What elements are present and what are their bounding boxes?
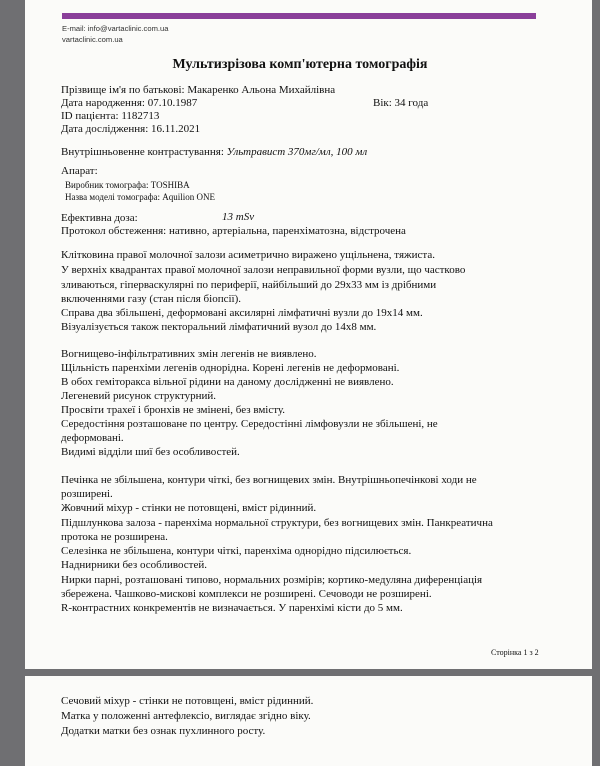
- abdomen-line: протока не розширена.: [61, 531, 168, 543]
- chest-line: деформовані.: [61, 432, 124, 444]
- model-row: [65, 191, 215, 204]
- abdomen-line: збережена. Чашково-мискові комплекси не розширені. Сечоводи не розширені.: [61, 588, 432, 600]
- breast-line: Справа два збільшені, деформовані аксилярні лімфатичні вузли до 19х14 мм.: [61, 307, 423, 319]
- chest-line: Середостіння розташоване по центру. Середостінні лімфовузли не збільшені, не: [61, 418, 438, 430]
- maker-label: Виробник томографа:: [65, 180, 149, 190]
- study-date-label: Дата дослідження:: [61, 123, 149, 135]
- patient-name-label: Прізвище ім'я по батькові:: [61, 84, 185, 96]
- study-date-row: [61, 123, 200, 136]
- chest-line: Щільність паренхіми легенів однорідна. Корені легенів не деформовані.: [61, 362, 400, 374]
- dob-row: [61, 97, 197, 110]
- maker-value: TOSHIBA: [150, 180, 190, 190]
- protocol-label: Протокол обстеження:: [61, 225, 167, 237]
- age-row: [373, 97, 428, 110]
- patient-name: Макаренко Альона Михайлівна: [187, 84, 336, 96]
- chest-line: В обох геміторакса вільної рідини на даному дослідженні не виявлено.: [61, 376, 394, 388]
- pelvis-line: Додатки матки без ознак пухлинного росту.: [61, 725, 266, 737]
- apparatus-label: Апарат:: [61, 165, 98, 177]
- contrast-row: [61, 146, 367, 159]
- model-value: Aquilion ONE: [162, 192, 216, 202]
- chest-line: Просвіти трахеї і бронхів не змінені, без вмісту.: [61, 404, 286, 416]
- dob-value: 07.10.1987: [147, 97, 198, 109]
- header-accent-bar: [62, 13, 536, 19]
- abdomen-line: Наднирники без особливостей.: [61, 559, 207, 571]
- contrast-value: Ультравист 370мг/мл, 100 мл: [226, 146, 368, 158]
- pelvis-line: Сечовий міхур - стінки не потовщені, вміст рідинний.: [61, 695, 314, 707]
- breast-line: зливаються, гіперваскулярні по периферії, найбільший до 29х33 мм із дрібними: [61, 279, 437, 291]
- patient-id-row: [61, 110, 159, 123]
- chest-line: Легеневий рисунок структурний.: [61, 390, 217, 402]
- abdomen-line: розширені.: [61, 488, 113, 500]
- breast-line: включеннями газу (стан після біопсії).: [61, 293, 242, 305]
- protocol-value: нативно, артеріальна, паренхіматозна, відстрочена: [169, 225, 406, 237]
- patient-id-label: ID пацієнта:: [61, 110, 119, 122]
- breast-line: У верхніх квадрантах правої молочної залози неправильної форми вузли, що частково: [61, 264, 466, 276]
- chest-line: Видимі відділи шиї без особливостей.: [61, 446, 240, 458]
- breast-line: Клітковина правої молочної залози асиметрично виражено ущільнена, тяжиста.: [61, 249, 435, 261]
- study-date-value: 16.11.2021: [151, 123, 201, 135]
- report-title: Мультизрізова комп'ютерна томографія: [172, 57, 428, 72]
- patient-name-row: [61, 84, 335, 97]
- model-label: Назва моделі томографа:: [65, 192, 161, 202]
- pelvis-line: Матка у положенні антефлексіо, виглядає згідно віку.: [61, 710, 311, 722]
- patient-id-value: 1182713: [121, 110, 160, 122]
- abdomen-line: Печінка не збільшена, контури чіткі, без вогнищевих змін. Внутрішньопечінкові ходи не: [61, 474, 477, 486]
- page-number: Сторінка 1 з 2: [491, 648, 539, 657]
- chest-line: Вогнищево-інфільтративних змін легенів не виявлено.: [61, 348, 317, 360]
- age-value: 34 года: [394, 97, 429, 109]
- dob-label: Дата народження:: [61, 97, 145, 109]
- clinic-email[interactable]: E-mail: info@vartaclinic.com.ua: [62, 24, 169, 33]
- abdomen-line: Нирки парні, розташовані типово, нормальних розмірів; кортико-медуляна диференціація: [61, 574, 483, 586]
- abdomen-line: R-контрастних конкрементів не визначається. У паренхімі кісти до 5 мм.: [61, 602, 403, 614]
- abdomen-line: Жовчний міхур - стінки не потовщені, вміст рідинний.: [61, 502, 317, 514]
- age-label: Вік:: [373, 97, 392, 109]
- contrast-label: Внутрішньовенне контрастування:: [61, 146, 224, 158]
- dose-value: 13 mSv: [222, 211, 255, 223]
- abdomen-line: Селезінка не збільшена, контури чіткі, паренхіма однорідно підсилюється.: [61, 545, 412, 557]
- clinic-website[interactable]: vartaclinic.com.ua: [62, 35, 123, 44]
- protocol-row: [61, 225, 406, 238]
- dose-label: Ефективна доза:: [61, 212, 138, 224]
- breast-line: Візуалізується також пекторальний лімфатичний вузол до 14х8 мм.: [61, 321, 377, 333]
- abdomen-line: Підшлункова залоза - паренхіма нормальної структури, без вогнищевих змін. Панкреатична: [61, 517, 493, 529]
